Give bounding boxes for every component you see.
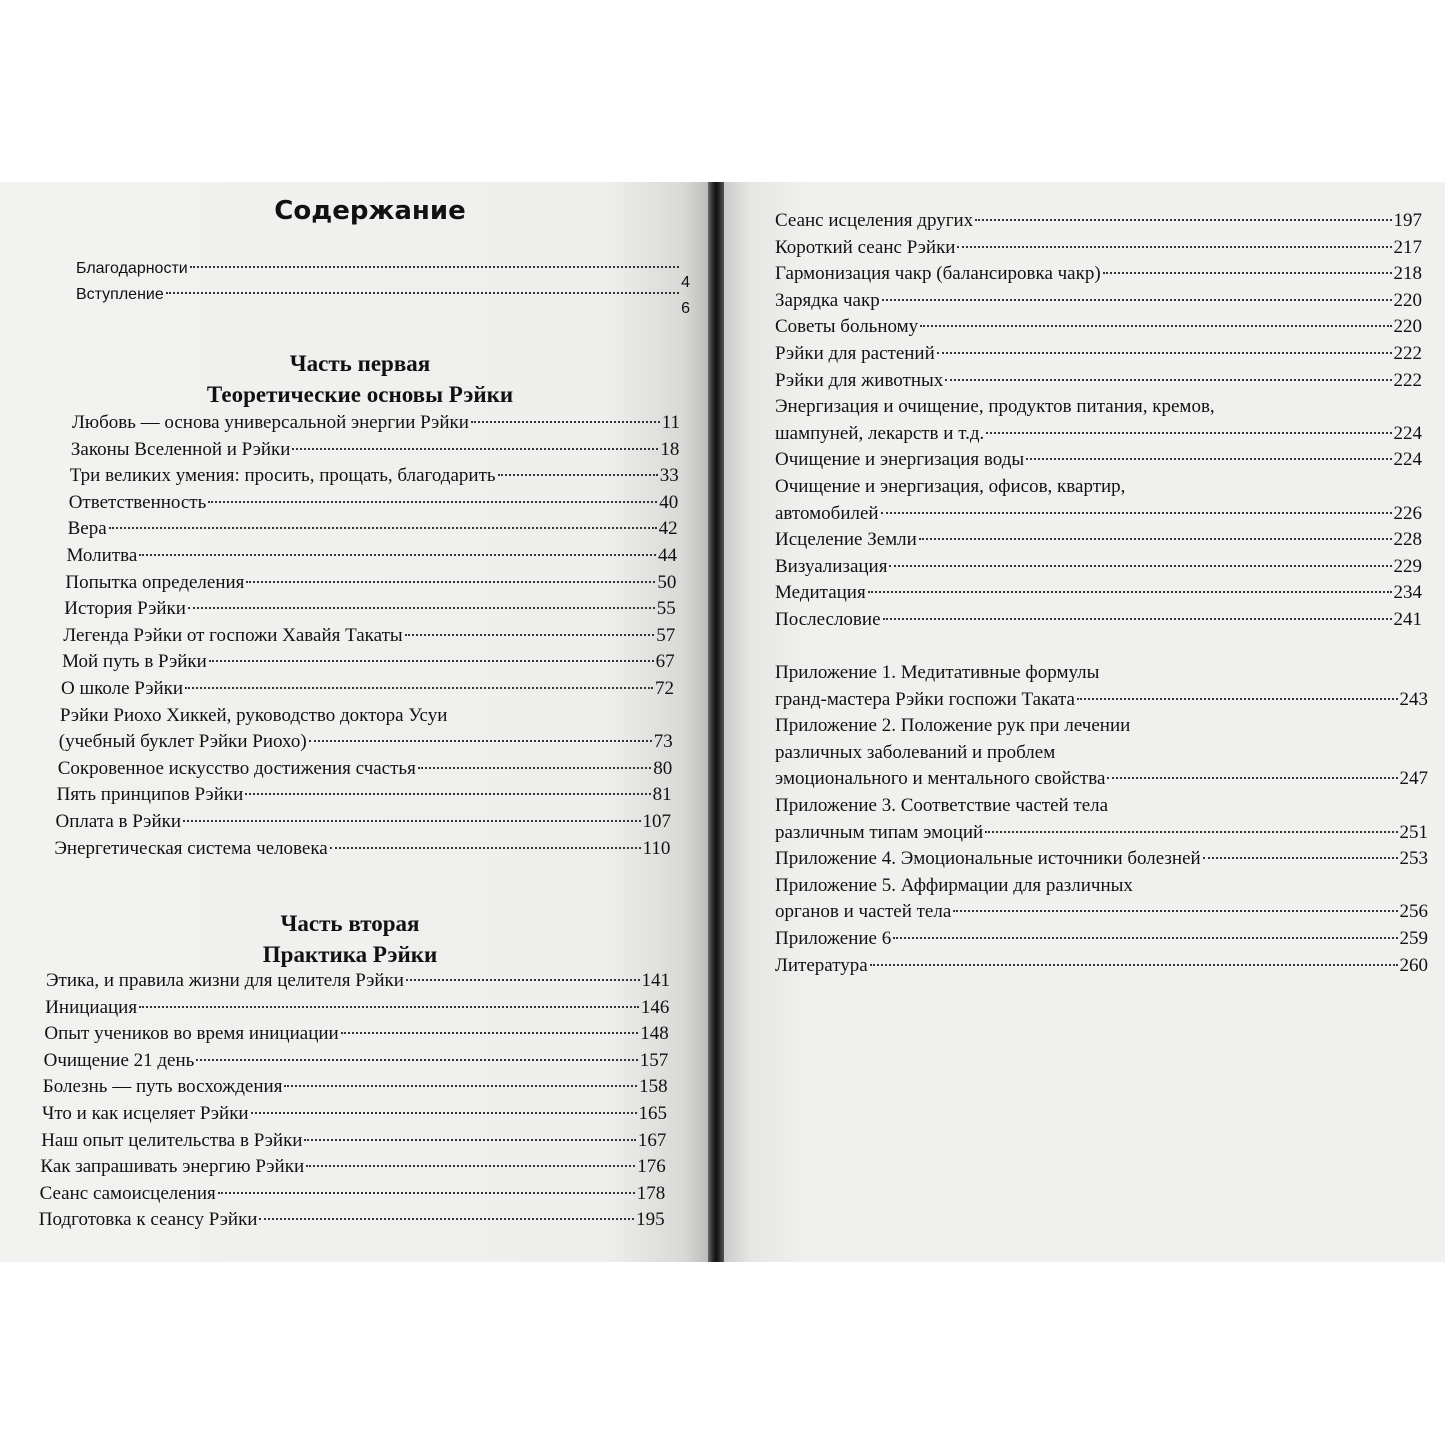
leader-dots — [166, 292, 679, 294]
leader-dots — [245, 793, 650, 795]
toc-entry-page: 222 — [1393, 343, 1422, 364]
leader-dots — [284, 1085, 637, 1087]
toc-entry-page: 229 — [1393, 555, 1422, 577]
leader-dots — [1203, 857, 1398, 859]
toc-entry-page: 256 — [1399, 901, 1428, 923]
toc-entry[interactable] — [775, 447, 1422, 473]
toc-entry-label: Энергетическая система человека — [54, 837, 328, 859]
toc-entry-label: Инициация — [45, 996, 138, 1018]
toc-entry-label: Советы больному — [775, 316, 919, 338]
toc-entry-page: 217 — [1393, 236, 1422, 258]
leader-dots — [1026, 458, 1391, 460]
leader-dots — [883, 618, 1392, 620]
toc-entry[interactable] — [775, 394, 1215, 420]
toc-entry[interactable] — [69, 490, 679, 516]
leader-dots — [471, 421, 660, 423]
toc-entry[interactable] — [775, 846, 1428, 872]
leader-dots — [889, 565, 1391, 567]
leader-dots — [251, 1112, 637, 1114]
part-one-line1: Часть первая — [289, 351, 431, 376]
part-one-line2: Теоретические основы Рэйки — [206, 382, 514, 407]
toc-entry-label: Рэйки для животных — [775, 369, 944, 391]
toc-entry-label: Сеанс исцеления других — [775, 210, 974, 231]
part-two-title — [190, 908, 510, 970]
toc-entry-label: автомобилей — [775, 502, 879, 524]
leader-dots — [498, 474, 658, 476]
toc-entry-page: 11 — [661, 412, 680, 433]
toc-entry-label: Визуализация — [775, 555, 888, 577]
toc-entry[interactable] — [775, 899, 1428, 925]
toc-entry-label: Очищение 21 день — [43, 1049, 195, 1071]
leader-dots — [190, 266, 679, 268]
toc-entry[interactable] — [57, 782, 672, 808]
leader-dots — [919, 538, 1392, 540]
leader-dots — [246, 581, 655, 583]
toc-entry[interactable] — [775, 607, 1422, 633]
toc-entry[interactable] — [775, 820, 1428, 846]
toc-entry[interactable] — [775, 208, 1422, 234]
toc-entry[interactable] — [775, 713, 1130, 739]
toc-entry[interactable] — [775, 660, 1099, 686]
leader-dots — [218, 1192, 635, 1194]
toc-entry-label: Благодарности — [76, 260, 188, 277]
toc-entry-page: 157 — [639, 1049, 669, 1071]
toc-entry-page: 253 — [1399, 848, 1428, 870]
toc-entry-page: 260 — [1399, 954, 1428, 976]
toc-entry-label: Короткий сеанс Рэйки — [775, 236, 956, 258]
toc-entry-label: Попытка определения — [65, 571, 245, 593]
toc-entry-page: 247 — [1399, 768, 1428, 790]
toc-entry-label: Болезнь — путь восхождения — [42, 1076, 283, 1098]
toc-entry-label: Пять принципов Рэйки — [56, 784, 244, 806]
toc-entry-page: 178 — [636, 1182, 666, 1204]
toc-entry-page: 167 — [637, 1129, 667, 1151]
leader-dots — [953, 910, 1397, 912]
toc-entry-label: Оплата в Рэйки — [55, 811, 182, 832]
toc-entry-label: Этика, и правила жизни для целителя Рэйки — [46, 970, 404, 991]
toc-entry-label: различных заболеваний и проблем — [775, 741, 1056, 763]
toc-entry[interactable] — [60, 703, 448, 729]
leader-dots — [139, 554, 656, 556]
toc-entry-label: Рэйки для растений — [775, 343, 935, 364]
toc-entry-page: 226 — [1393, 502, 1422, 524]
toc-entry-label: Молитва — [66, 545, 138, 566]
toc-entry[interactable] — [775, 421, 1422, 447]
leader-dots — [985, 831, 1397, 833]
leader-dots — [188, 607, 655, 609]
toc-entry-label: Сокровенное искусство достижения счастья — [57, 757, 416, 779]
toc-entry-page: 220 — [1393, 316, 1422, 338]
toc-entry[interactable] — [39, 1207, 665, 1233]
leader-dots — [957, 246, 1391, 248]
toc-entry[interactable] — [775, 501, 1422, 527]
toc-entry[interactable] — [44, 1021, 668, 1047]
leader-dots — [986, 432, 1391, 434]
leader-dots — [306, 1165, 635, 1167]
toc-entry[interactable] — [42, 1101, 667, 1127]
toc-entry-label: Сеанс самоисцеления — [39, 1182, 216, 1204]
toc-entry-label: шампуней, лекарств и т.д. — [775, 422, 985, 444]
toc-entry-label: Вступление — [76, 286, 164, 303]
toc-entry[interactable] — [59, 729, 673, 755]
toc-entry-label: гранд-мастера Рэйки госпожи Таката — [775, 688, 1075, 710]
toc-entry[interactable] — [62, 649, 675, 675]
leader-dots — [920, 325, 1391, 327]
part-two-line2: Практика Рэйки — [262, 942, 438, 967]
leader-dots — [209, 660, 654, 662]
toc-entry-page: 224 — [1393, 449, 1422, 471]
toc-entry[interactable] — [44, 1048, 669, 1074]
toc-entry-page: 197 — [1393, 210, 1422, 231]
toc-entry[interactable] — [775, 527, 1422, 553]
leader-dots — [1103, 272, 1392, 274]
toc-entry[interactable] — [40, 1154, 665, 1180]
leader-dots — [259, 1218, 634, 1220]
toc-entry[interactable] — [775, 235, 1422, 261]
toc-entry-label: Три великих умения: просить, прощать, благодарить — [69, 465, 496, 487]
leader-dots — [292, 448, 658, 450]
toc-entry-page: 4 — [681, 274, 690, 291]
toc-entry-page: 146 — [640, 996, 670, 1018]
leader-dots — [945, 379, 1391, 381]
toc-entry-label: Как запрашивать энергию Рэйки — [40, 1156, 305, 1178]
toc-entry[interactable] — [775, 314, 1422, 340]
toc-entry-label: Послесловие — [775, 609, 881, 630]
leader-dots — [882, 299, 1392, 301]
toc-entry-label: эмоционального и ментального свойства — [775, 768, 1106, 790]
toc-entry-label: Приложение 3. Соответствие частей тела — [775, 795, 1109, 816]
toc-entry-page: 259 — [1399, 928, 1428, 949]
leader-dots — [185, 687, 653, 689]
toc-entry[interactable] — [775, 368, 1422, 394]
toc-entry-page: 73 — [653, 731, 673, 753]
toc-entry-label: Приложение 4. Эмоциональные источники болезней — [775, 848, 1201, 870]
toc-entry[interactable] — [775, 740, 1055, 766]
toc-entry-label: Зарядка чакр — [775, 289, 880, 311]
toc-entry-label: Приложение 6 — [775, 928, 892, 949]
toc-entry-page: 148 — [640, 1023, 669, 1045]
toc-entry[interactable] — [775, 288, 1422, 314]
toc-entry[interactable] — [775, 766, 1428, 792]
toc-entry-label: Ответственность — [68, 491, 207, 513]
toc-entry[interactable] — [71, 437, 680, 463]
toc-entry[interactable] — [54, 836, 670, 862]
leader-dots — [406, 979, 640, 981]
toc-entry-label: органов и частей тела — [775, 901, 952, 923]
leader-dots — [183, 820, 640, 822]
toc-entry-label: Энергизация и очищение, продуктов питания, кремов, — [775, 396, 1215, 418]
toc-entry-page: 55 — [656, 598, 676, 620]
toc-entry[interactable] — [45, 995, 669, 1021]
toc-entry-page: 228 — [1393, 529, 1422, 551]
leader-dots — [304, 1139, 635, 1141]
toc-entry-page: 220 — [1393, 289, 1422, 311]
toc-entry-page: 50 — [657, 571, 677, 593]
toc-entry-label: Опыт учеников во время инициации — [44, 1023, 339, 1045]
toc-entry[interactable] — [775, 873, 1133, 899]
leader-dots — [208, 501, 657, 503]
toc-entry[interactable] — [76, 282, 690, 317]
toc-entry-page: 165 — [638, 1103, 667, 1124]
toc-entry[interactable] — [76, 256, 690, 291]
toc-entry-page: 234 — [1393, 582, 1422, 604]
toc-entry-page: 42 — [658, 518, 678, 540]
leader-dots — [868, 591, 1392, 593]
leader-dots — [109, 527, 657, 529]
leader-dots — [309, 740, 652, 742]
toc-entry-label: (учебный буклет Рэйки Риохо) — [58, 731, 307, 753]
toc-entry-page: 243 — [1399, 688, 1428, 710]
toc-entry-label: Законы Вселенной и Рэйки — [70, 438, 291, 460]
toc-entry[interactable] — [65, 570, 676, 596]
toc-entry[interactable] — [64, 596, 676, 622]
toc-entry-page: 80 — [653, 757, 673, 779]
toc-entry-page: 81 — [652, 784, 672, 806]
toc-entry-page: 40 — [659, 491, 679, 513]
toc-entry[interactable] — [775, 687, 1428, 713]
toc-entry[interactable] — [58, 756, 673, 782]
leader-dots — [1107, 777, 1397, 779]
toc-entry[interactable] — [775, 926, 1428, 952]
toc-entry-label: Наш опыт целительства в Рэйки — [41, 1129, 303, 1151]
toc-entry[interactable] — [775, 793, 1108, 819]
leader-dots — [881, 512, 1392, 514]
toc-entry-label: Приложение 1. Медитативные формулы — [775, 662, 1100, 683]
toc-entry[interactable] — [775, 474, 1125, 500]
toc-entry[interactable] — [775, 580, 1422, 606]
toc-entry-label: Медитация — [775, 582, 866, 604]
toc-entry-page: 176 — [637, 1156, 666, 1178]
toc-entry-page: 107 — [642, 811, 671, 832]
leader-dots — [139, 1006, 639, 1008]
toc-entry-page: 18 — [660, 438, 680, 460]
toc-entry-page: 224 — [1393, 422, 1422, 444]
open-book-spread — [0, 182, 1445, 1262]
part-two-line1: Часть вторая — [280, 911, 420, 936]
contents-heading: Содержание — [274, 196, 466, 226]
toc-entry[interactable] — [72, 410, 680, 436]
toc-entry-label: История Рэйки — [64, 598, 186, 620]
toc-entry[interactable] — [43, 1074, 668, 1100]
leader-dots — [196, 1059, 637, 1061]
toc-entry-page: 110 — [642, 837, 671, 859]
toc-entry-page: 141 — [641, 970, 670, 991]
toc-entry[interactable] — [775, 341, 1422, 367]
toc-entry-label: Вера — [67, 518, 107, 540]
toc-entry-page: 222 — [1393, 369, 1422, 391]
toc-entry[interactable] — [775, 261, 1422, 287]
toc-entry[interactable] — [61, 676, 674, 702]
toc-entry-label: Любовь — основа универсальной энергии Рэйки — [72, 412, 469, 433]
book-gutter — [708, 182, 724, 1262]
leader-dots — [870, 964, 1398, 966]
leader-dots — [405, 634, 655, 636]
toc-entry[interactable] — [41, 1128, 666, 1154]
leader-dots — [1077, 698, 1398, 700]
toc-entry-label: Мой путь в Рэйки — [62, 651, 207, 673]
toc-entry[interactable] — [67, 543, 678, 569]
toc-entry-page: 218 — [1393, 263, 1422, 285]
leader-dots — [893, 937, 1397, 939]
toc-entry-page: 158 — [639, 1076, 668, 1098]
toc-entry-page: 67 — [655, 651, 675, 673]
toc-entry-label: Рэйки Риохо Хиккей, руководство доктора Усуи — [59, 704, 448, 726]
toc-entry[interactable] — [56, 809, 672, 835]
toc-entry-page: 57 — [656, 624, 676, 646]
toc-entry[interactable] — [40, 1181, 666, 1207]
toc-entry-label: Легенда Рэйки от госпожи Хавайя Такаты — [63, 624, 403, 646]
toc-entry-label: Очищение и энергизация, офисов, квартир, — [775, 476, 1126, 497]
toc-entry-label: О школе Рэйки — [61, 678, 184, 699]
toc-entry-page: 72 — [655, 678, 674, 699]
toc-entry-label: различным типам эмоций — [775, 821, 984, 843]
leader-dots — [937, 352, 1392, 354]
toc-entry-label: Что и как исцеляет Рэйки — [42, 1103, 249, 1124]
toc-entry-label: Подготовка к сеансу Рэйки — [38, 1209, 258, 1231]
leader-dots — [975, 219, 1391, 221]
toc-entry[interactable] — [68, 516, 678, 542]
toc-entry-label: Очищение и энергизация воды — [775, 449, 1025, 471]
toc-entry[interactable] — [70, 463, 679, 489]
toc-entry[interactable] — [775, 554, 1422, 580]
toc-entry-page: 6 — [681, 300, 690, 317]
toc-entry-label: Приложение 5. Аффирмации для различных — [775, 874, 1133, 896]
toc-entry-page: 44 — [658, 545, 677, 566]
toc-entry-label: Литература — [775, 954, 868, 976]
toc-entry-label: Гармонизация чакр (балансировка чакр) — [775, 263, 1101, 285]
toc-entry[interactable] — [63, 623, 675, 649]
toc-entry-label: Приложение 2. Положение рук при лечении — [775, 715, 1131, 737]
part-one-title — [190, 348, 530, 410]
toc-entry-page: 251 — [1399, 821, 1428, 843]
toc-entry[interactable] — [775, 953, 1428, 979]
leader-dots — [341, 1032, 639, 1034]
leader-dots — [330, 847, 641, 849]
toc-entry-label: Исцеление Земли — [775, 529, 917, 551]
toc-entry[interactable] — [46, 968, 670, 994]
toc-entry-page: 241 — [1393, 609, 1422, 630]
leader-dots — [418, 767, 651, 769]
toc-entry-page: 33 — [659, 465, 679, 487]
toc-entry-page: 195 — [636, 1209, 665, 1231]
